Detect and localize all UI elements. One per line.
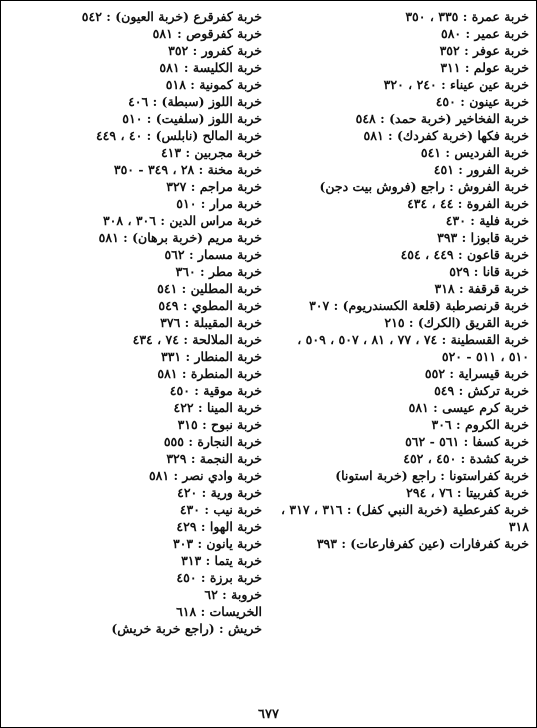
page-number: ٦٧٧ — [258, 707, 279, 722]
index-entry: خربة الفرور : ٤٥١ — [433, 162, 529, 177]
index-entry: خربة الكليسة : ٥٨١ — [159, 60, 262, 75]
index-entry: خربة ورية : ٤٢٠ — [177, 485, 262, 500]
index-entry: خربة النجارة : ٥٥٥ — [163, 434, 262, 449]
index-entry: خربة اللوز (سبطة) : ٤٠٦ — [128, 94, 262, 109]
index-entry: خربة فلية : ٤٣٠ — [445, 213, 529, 228]
index-entry: خربة قانا : ٥٢٩ — [449, 264, 529, 279]
index-entry: خربة يتما : ٣١٣ — [181, 553, 262, 568]
index-entry: خربة الهوا : ٤٢٩ — [176, 519, 262, 534]
index-entry: خربة الفخاخير (خربة حمد) : ٥٤٨ — [355, 111, 529, 126]
index-entry: خربة كفرور : ٣٥٢ — [168, 43, 262, 58]
index-entry: خربة مطر : ٣٦٠ — [175, 264, 262, 279]
index-entry: خربة عينون : ٤٥٠ — [435, 94, 529, 109]
index-entry: خربة مرار : ٥١٠ — [176, 196, 262, 211]
index-entry: خربة قابوزا : ٣٩٣ — [437, 230, 529, 245]
index-entry: خربة مراس الدين : ٣٠٦ ، ٣٠٨ — [102, 213, 262, 228]
index-entry: خريش : (راجع خربة خريش) — [111, 621, 262, 636]
index-entry: خربة مراجم : ٣٢٧ — [166, 179, 262, 194]
index-entry: خربة عوفر : ٣٥٢ — [439, 43, 529, 58]
index-entry: خربة القسطينة : ٧٤ ، ٧٧ ، ٨١ ، ٥٠٧ ، ٥٠٩ ، ٥١٠ ، ٥١١ - ٥٢٠ — [297, 332, 529, 364]
index-entry: خربة نبوح : ٣١٥ — [177, 417, 262, 432]
index-entry: خربة كفرعطية (خربة النبي كفل) : ٣١٦ ، ٣١٧ ، ٣١٨ — [281, 502, 529, 534]
index-entry: خربة مجربين : ٤١٣ — [160, 145, 262, 160]
index-entry: خربة كمونية : ٥١٨ — [165, 77, 262, 92]
index-entry: خربة المقيبلة : ٣٧٦ — [160, 315, 262, 330]
index-entry: خربة وادي نصر : ٥٨١ — [148, 468, 262, 483]
index-entry: خربة كرم عيسى : ٥٨١ — [408, 400, 529, 415]
index-entry: خربة عولم : ٣١١ — [440, 60, 529, 75]
index-entry: خربة الفروة : ٤٤ ، ٤٣٤ — [407, 196, 529, 211]
index-entry: خربة كسفا : ٥٦١ - ٥٦٢ — [405, 434, 529, 449]
index-entry: خربة عين عيناء : ٢٤٠ ، ٣٢٠ — [383, 77, 529, 92]
index-entry: خربة مريم (خربة برهان) : ٥٨١ — [98, 230, 262, 245]
index-entry: الخريسات : ٦١٨ — [176, 604, 262, 619]
index-entry: خربة عمرة : ٣٣٥ ، ٣٥٠ — [405, 9, 529, 24]
index-entry: خربة الملالحة : ٧٤ ، ٤٣٤ — [132, 332, 262, 347]
index-entry: خربة كفرفارات (عين كفرفارعات) : ٣٩٣ — [316, 536, 529, 551]
index-entry: خربة قيسراية : ٥٥٢ — [424, 366, 529, 381]
index-entry: خربة الفروش : راجع (فروش بيت دجن) — [319, 179, 529, 194]
index-entry: خربة برزة : ٤٥٠ — [176, 570, 262, 585]
index-entry: خربة قاعون : ٤٤٩ ، ٤٥٤ — [400, 247, 529, 262]
index-entry: خربة المطلين : ٥٤١ — [157, 281, 262, 296]
index-entry: خربة الكروم : ٣٠٦ — [431, 417, 529, 432]
index-entry: خربة يانون : ٣٠٣ — [172, 536, 262, 551]
index-entry: خربة القريق (الكرك) : ٢١٥ — [384, 315, 529, 330]
index-entry: خربة مخنة : ٢٨ ، ٣٤٩ - ٣٥٠ — [113, 162, 262, 177]
index-entry: خربة كشدة : ٤٥٠ ، ٤٥٢ — [403, 451, 529, 466]
index-entry: خربة كفرقرع (خربة العيون) : ٥٤٢ — [81, 9, 262, 24]
index-entry: خروبة : ٦٢ — [204, 587, 262, 602]
index-entry: خربة نيب : ٤٣٠ — [179, 502, 262, 517]
index-columns — [8, 8, 529, 637]
index-entry: خربة كفربيتا : ٧٦ ، ٢٩٤ — [406, 485, 529, 500]
index-entry: خربة موقية : ٤٥٠ — [169, 383, 262, 398]
index-entry: خربة كفراستونا : راجع (خربة استونا) — [335, 468, 529, 483]
right-column — [275, 8, 529, 637]
index-entry: خربة تركش : ٥٤٩ — [434, 383, 529, 398]
index-entry: خربة فكها (خربة كفردك) : ٥٨١ — [363, 128, 529, 143]
index-entry: خربة المنطرة : ٥٨١ — [157, 366, 262, 381]
index-entry: خربة قرقفة : ٣١٨ — [434, 281, 529, 296]
index-entry: خربة عمير : ٥٨٠ — [441, 26, 529, 41]
index-entry: خربة الفرديس : ٥٤١ — [420, 145, 529, 160]
index-entry: خربة النجمة : ٣٢٩ — [166, 451, 262, 466]
index-entry: خربة المطوي : ٥٤٩ — [158, 298, 262, 313]
index-entry: خربة اللوز (سلفيت) : ٥١٠ — [122, 111, 262, 126]
left-column — [8, 8, 262, 637]
index-entry: خربة المينا : ٤٢٢ — [173, 400, 262, 415]
index-entry: خربة كفرقوص : ٥٨١ — [152, 26, 262, 41]
index-entry: خربة المالح (نابلس) : ٤٠ ، ٤٤٩ — [95, 128, 262, 143]
index-entry: خربة المنطار : ٣٣١ — [160, 349, 262, 364]
index-entry: خربة قرنصرطبة (قلعة الكسندريوم) : ٣٠٧ — [309, 298, 529, 313]
index-entry: خربة مسمار : ٥٦٢ — [164, 247, 262, 262]
